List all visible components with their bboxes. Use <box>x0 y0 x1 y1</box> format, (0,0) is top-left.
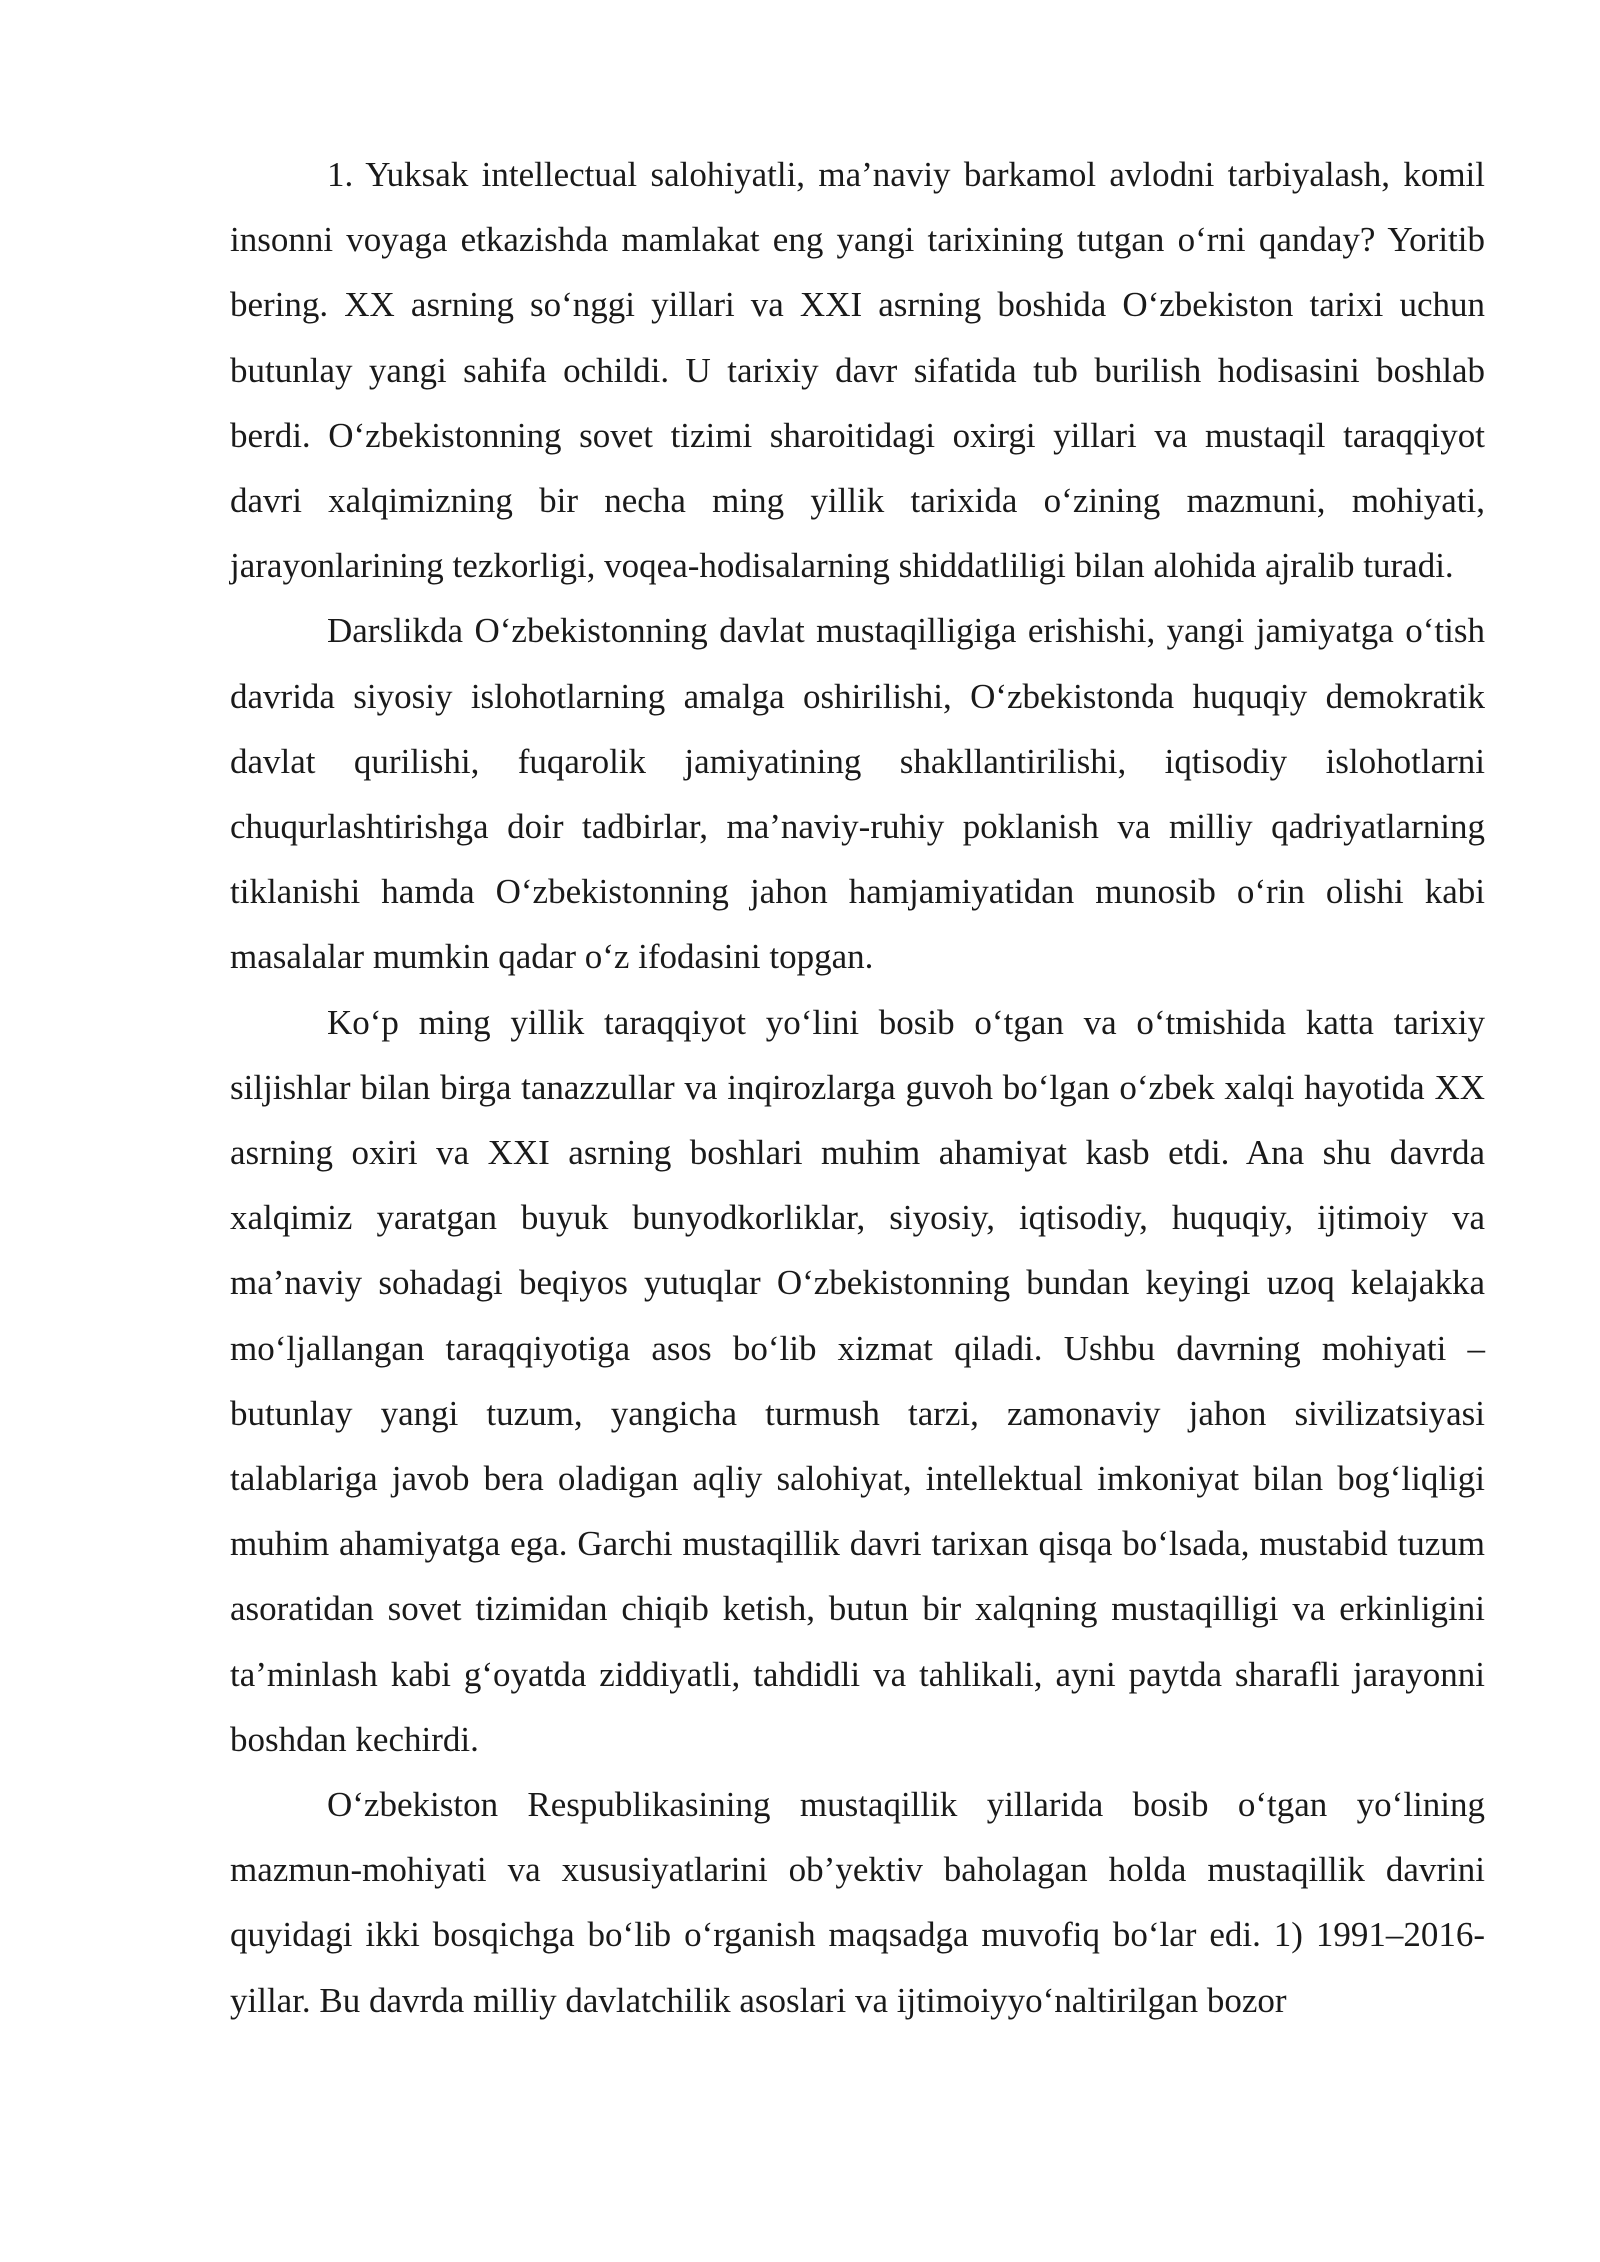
paragraph-2: Darslikda O‘zbekistonning davlat mustaqilligiga erishishi, yangi jamiyatga o‘tish davrida siyosiy islohotlarning amalga oshirilishi, O‘zbekistonda huquqiy demokratik davlat qurilishi, fuqarolik jamiyatining shakllantirilishi, iqtisodiy islohotlarni chuqurlashtirishga doir tadbirlar, ma’naviy-ruhiy poklanish va milliy qadriyatlarning tiklanishi hamda O‘zbekistonning jahon hamjamiyatidan munosib o‘rin olishi kabi masalalar mumkin qadar o‘z ifodasini topgan. <box>230 611 1485 977</box>
document-body <box>230 142 1485 2033</box>
paragraph-1: 1. Yuksak intellectual salohiyatli, ma’naviy barkamol avlodni tarbiyalash, komil insonni voyaga etkazishda mamlakat eng yangi tarixining tutgan o‘rni qanday? Yoritib bering. XX asrning so‘nggi yillari va XXI asrning boshida O‘zbekiston tarixi uchun butunlay yangi sahifa ochildi. U tarixiy davr sifatida tub burilish hodisasini boshlab berdi. O‘zbekistonning sovet tizimi sharoitidagi oxirgi yillari va mustaqil taraqqiyot davri xalqimizning bir necha ming yillik tarixida o‘zining mazmuni, mohiyati, jarayonlarining tezkorligi, voqea-hodisalarning shiddatliligi bilan alohida ajralib turadi. <box>230 155 1485 586</box>
paragraph-3: Ko‘p ming yillik taraqqiyot yo‘lini bosib o‘tgan va o‘tmishida katta tarixiy siljishlar bilan birga tanazzullar va inqirozlarga guvoh bo‘lgan o‘zbek xalqi hayotida XX asrning oxiri va XXI asrning boshlari muhim ahamiyat kasb etdi. Ana shu davrda xalqimiz yaratgan buyuk bunyodkorliklar, siyosiy, iqtisodiy, huquqiy, ijtimoiy va ma’naviy sohadagi beqiyos yutuqlar O‘zbekistonning bundan keyingi uzoq kelajakka mo‘ljallangan taraqqiyotiga asos bo‘lib xizmat qiladi. Ushbu davrning mohiyati – butunlay yangi tuzum, yangicha turmush tarzi, zamonaviy jahon sivilizatsiyasi talablariga javob bera oladigan aqliy salohiyat, intellektual imkoniyat bilan bog‘liqligi muhim ahamiyatga ega. Garchi mustaqillik davri tarixan qisqa bo‘lsada, mustabid tuzum asoratidan sovet tizimidan chiqib ketish, butun bir xalqning mustaqilligi va erkinligini ta’minlash kabi g‘oyatda ziddiyatli, tahdidli va tahlikali, ayni paytda sharafli jarayonni boshdan kechirdi. <box>230 1002 1485 1759</box>
paragraph-4: O‘zbekiston Respublikasining mustaqillik yillarida bosib o‘tgan yo‘lining mazmun-mohiyati va xususiyatlarini ob’yektiv baholagan holda mustaqillik davrini quyidagi ikki bosqichga bo‘lib o‘rganish maqsadga muvofiq bo‘lar edi. 1) 1991–2016-yillar. Bu davrda milliy davlatchilik asoslari va ijtimoiyyo‘naltirilgan bozor <box>230 1785 1485 2020</box>
